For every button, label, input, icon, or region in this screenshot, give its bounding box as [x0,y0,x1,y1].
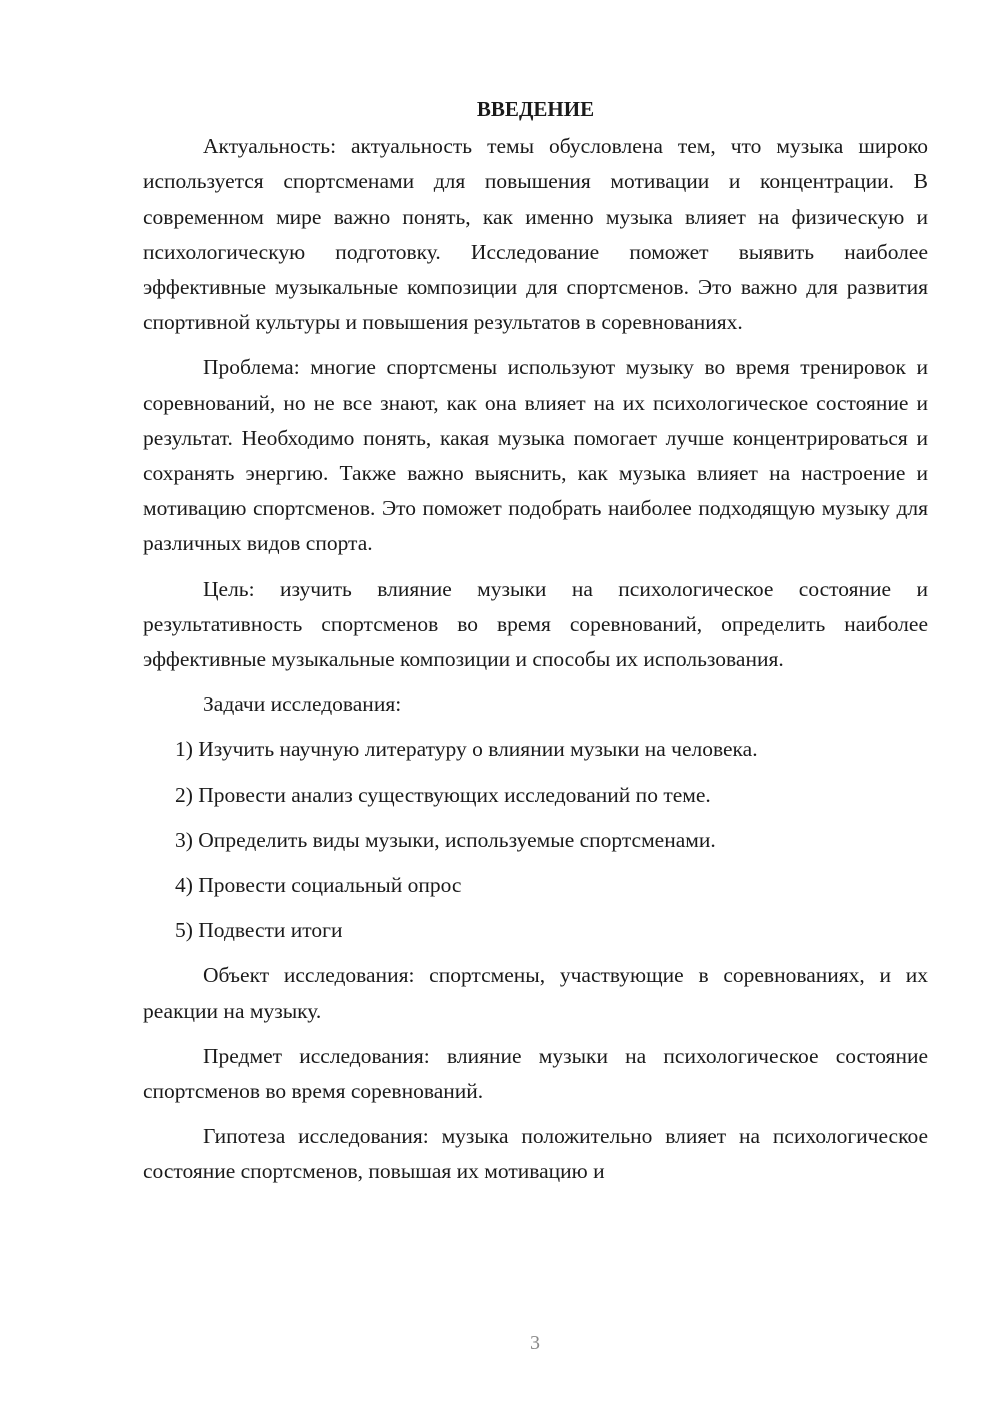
tasks-list [143,732,928,948]
page-number: 3 [530,1332,540,1354]
task-item-5: 5) Подвести итоги [175,918,343,943]
paragraph-relevance: Актуальность: актуальность темы обусловлена тем, что музыка широко используется спортсменами для повышения мотивации и концентрации. В современном мире важно понять, как именно музыка влияет на физическую и психологическую подготовку. Исследование поможет выявить наиболее эффективные музыкальные композиции для спортсменов. Это важно для развития спортивной культуры и повышения результатов в соревнованиях. [143,134,928,335]
paragraph-subject: Предмет исследования: влияние музыки на психологическое состояние спортсменов во время соревнований. [143,1043,928,1104]
paragraph-hypothesis: Гипотеза исследования: музыка положительно влияет на психологическое состояние спортсменов, повышая их мотивацию и [143,1124,928,1184]
paragraph-problem: Проблема: многие спортсмены используют музыку во время тренировок и соревнований, но не все знают, как она влияет на их психологическое состояние и результат. Необходимо понять, какая музыка помогает лучше концентрироваться и сохранять энергию. Также важно выяснить, как музыка влияет на настроение и мотивацию спортсменов. Это поможет подобрать наиболее подходящую музыку для различных видов спорта. [143,355,928,556]
task-item-3: 3) Определить виды музыки, используемые спортсменами. [175,827,716,852]
document-page [143,92,928,1190]
task-item-1: 1) Изучить научную литературу о влиянии музыки на человека. [175,737,758,762]
paragraph-goal: Цель: изучить влияние музыки на психологическое состояние и результативность спортсменов во время соревнований, определить наиболее эффективные музыкальные композиции и способы их использования. [143,576,928,672]
document-title: ВВЕДЕНИЕ [476,97,595,121]
task-item-2: 2) Провести анализ существующих исследований по теме. [175,782,711,807]
task-item-4: 4) Провести социальный опрос [175,873,462,898]
paragraph-object: Объект исследования: спортсмены, участвующие в соревнованиях, и их реакции на музыку. [143,963,928,1023]
tasks-label: Задачи исследования: [203,692,402,717]
